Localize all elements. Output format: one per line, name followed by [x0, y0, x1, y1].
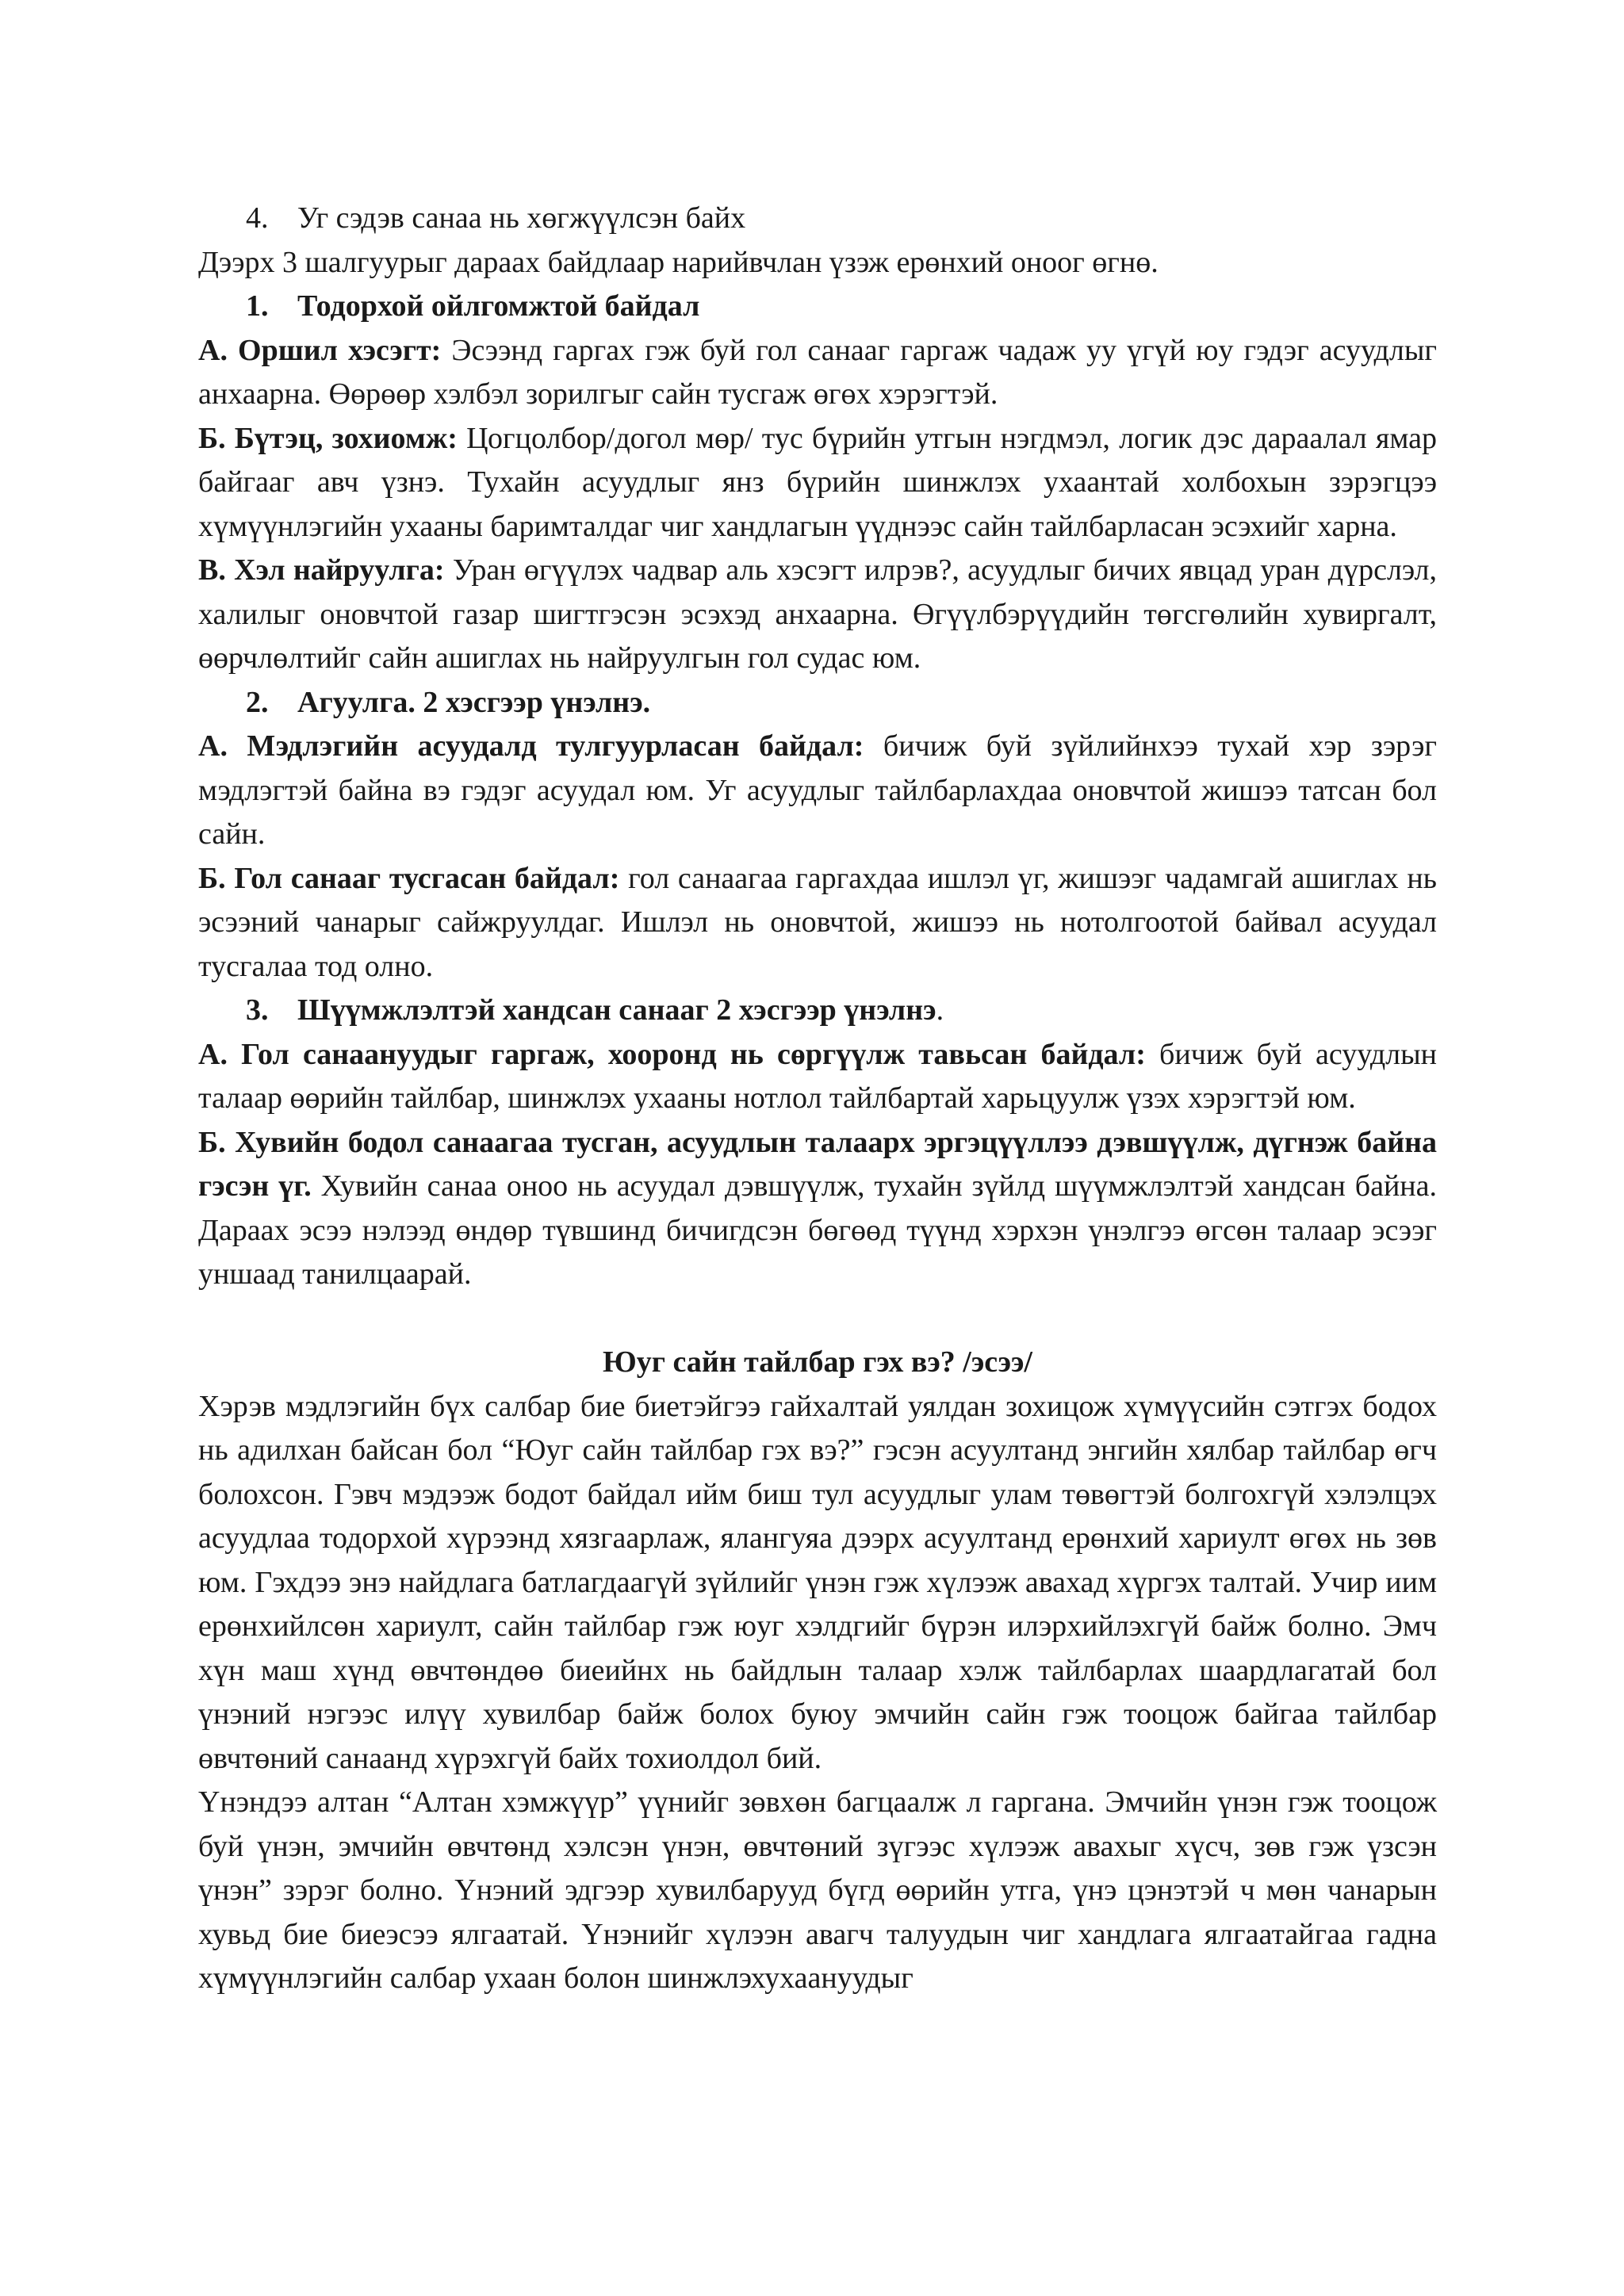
section-1-point-c [198, 549, 1437, 681]
essay-paragraph-1: Хэрэв мэдлэгийн бүх салбар бие биетэйгээ гайхалтай уялдан зохицож хүмүүсийн сэтгэх бодох нь адилхан байсан бол “Юуг сайн тайлбар гэх вэ?” гэсэн асуултанд энгийн хялбар тайлбар өгч болохсон. Гэвч мэдээж бодот байдал ийм биш тул асуудлыг улам төвөгтэй болгохгүй хэлэлцэх асуудлаа тодорхой хүрээнд хязгаарлаж, ялангуяа дээрх асуултанд ерөнхий хариулт өгөх нь зөв юм. Гэхдээ энэ найдлага батлагдаагүй зүйлийг үнэн гэж хүлээж авахад хүргэх талтай. Учир иим ерөнхийлсөн хариулт, сайн тайлбар гэж юуг хэлдгийг бүрэн илэрхийлэхгүй байж болно. Эмч хүн маш хүнд өвчтөндөө биеийнх нь байдлын талаар хэлж тайлбарлах шаардлагатай бол үнэний нэгээс илүү хувилбар байж болох буюу эмчийн сайн гэж тооцож байгаа тайлбар өвчтөний санаанд хүрэхгүй байх тохиолдол бий. [198, 1389, 1437, 1775]
point-text: Цогцолбор/догол мөр/ тус бүрийн утгын нэгдмэл, логик дэс дараалал ямар байгааг авч үзнэ. Тухайн асуудлыг янз бүрийн шинжлэх ухаантай холбохын зэрэгцээ хүмүүнлэгийн ухааны баримталдаг чиг хандлагын үүднээс сайн тайлбарласан эсэхийг харна. [198, 421, 1437, 543]
page-content [198, 197, 1437, 2001]
intro-paragraph: Дээрх 3 шалгуурыг дараах байдлаар нарийвчлан үзэж ерөнхий оноог өгнө. [198, 245, 1159, 279]
point-label: В. Хэл найруулга: [198, 553, 445, 587]
section-title: Тодорхой ойлгомжтой байдал [297, 289, 700, 323]
essay-paragraph-2: Үнэндээ алтан “Алтан хэмжүүр” үүнийг зөвхөн багцаалж л гаргана. Эмчийн үнэн гэж тооцож буй үнэн, эмчийн өвчтөнд хэлсэн үнэн, өвчтөний зүгээс хүлээж авахыг хүсч, зөв гэж үзсэн үнэн” зэрэг болно. Үнэний эдгээр хувилбарууд бүгд өөрийн утга, үнэ цэнэтэй ч мөн чанарын хувьд бие биеэсээ ялгаатай. Үнэнийг хүлээн авагч талуудын чиг хандлага ялгаатайгаа гадна хүмүүнлэгийн салбар ухаан болон шинжлэхухаануудыг [198, 1785, 1437, 1995]
section-2-point-b [198, 857, 1437, 989]
section-1-point-b [198, 417, 1437, 549]
point-text: гол санаагаа гаргахдаа ишлэл үг, жишээг чадамгай ашиглах нь эсээний чанарыг сайжруулдаг. Ишлэл нь оновчтой, жишээ нь нотолгоотой байвал асуудал тусгалаа тод олно. [198, 861, 1437, 983]
section-title: Агуулга. 2 хэсгээр үнэлнэ. [297, 685, 651, 719]
point-text: Хувийн санаа оноо нь асуудал дэвшүүлж, тухайн зүйлд шүүмжлэлтэй хандсан байна. Дараах эсээ нэлээд өндөр түвшинд бичигдсэн бөгөөд түүнд хэрхэн үнэлгээ өгсөн талаар эсээг уншаад танилцаарай. [198, 1169, 1437, 1291]
essay-title: Юуг сайн тайлбар гэх вэ? /эсээ/ [603, 1345, 1032, 1379]
section-number: 2. [246, 685, 269, 719]
spacer [198, 1297, 1437, 1341]
section-1-heading [198, 285, 1437, 329]
section-3-heading [198, 989, 1437, 1033]
section-2-heading [198, 681, 1437, 725]
section-3-point-a [198, 1033, 1437, 1121]
section-number: 3. [246, 993, 269, 1027]
section-3-point-b [198, 1121, 1437, 1297]
point-label: А. Оршил хэсэгт: [198, 333, 442, 367]
point-text: бичиж буй зүйлийнхээ тухай хэр зэрэг мэдлэгтэй байна вэ гэдэг асуудал юм. Уг асуудлыг тайлбарлахдаа оновчтой жишээ татсан бол сайн. [198, 729, 1437, 851]
section-title: Шүүмжлэлтэй хандсан санааг 2 хэсгээр үнэлнэ [297, 993, 936, 1027]
point-label: Б. Гол санааг тусгасан байдал: [198, 861, 620, 895]
section-2-point-a [198, 725, 1437, 857]
section-number: 1. [246, 289, 269, 323]
point-text: Эсээнд гаргах гэж буй гол санааг гаргаж чадаж уу үгүй юу гэдэг асуудлыг анхаарна. Өөрөөр хэлбэл зорилгыг сайн тусгаж өгөх хэрэгтэй. [198, 333, 1437, 411]
section-1-point-a [198, 329, 1437, 417]
item-number: 4. [246, 201, 269, 235]
item-text: Уг сэдэв санаа нь хөгжүүлсэн байх [297, 201, 746, 235]
point-label: А. Гол санаануудыг гаргаж, хооронд нь сөргүүлж тавьсан байдал: [198, 1037, 1146, 1071]
point-label: Б. Хувийн бодол санаагаа тусган, асуудлын талаарх эргэцүүллээ дэвшүүлж, дүгнэж байна гэсэн үг. [198, 1125, 1437, 1203]
section-title-end: . [936, 993, 944, 1027]
criterion-item-4 [198, 197, 1437, 241]
point-label: А. Мэдлэгийн асуудалд тулгуурласан байдал: [198, 729, 864, 763]
point-text: бичиж буй асуудлын талаар өөрийн тайлбар, шинжлэх ухааны нотлол тайлбартай харьцуулж үзэх хэрэгтэй юм. [198, 1037, 1437, 1115]
point-label: Б. Бүтэц, зохиомж: [198, 421, 458, 455]
point-text: Уран өгүүлэх чадвар аль хэсэгт илрэв?, асуудлыг бичих явцад уран дүрслэл, халилыг оновчтой газар шигтгэсэн эсэхэд анхаарна. Өгүүлбэрүүдийн төгсгөлийн хувиргалт, өөрчлөлтийг сайн ашиглах нь найруулгын гол судас юм. [198, 553, 1437, 675]
